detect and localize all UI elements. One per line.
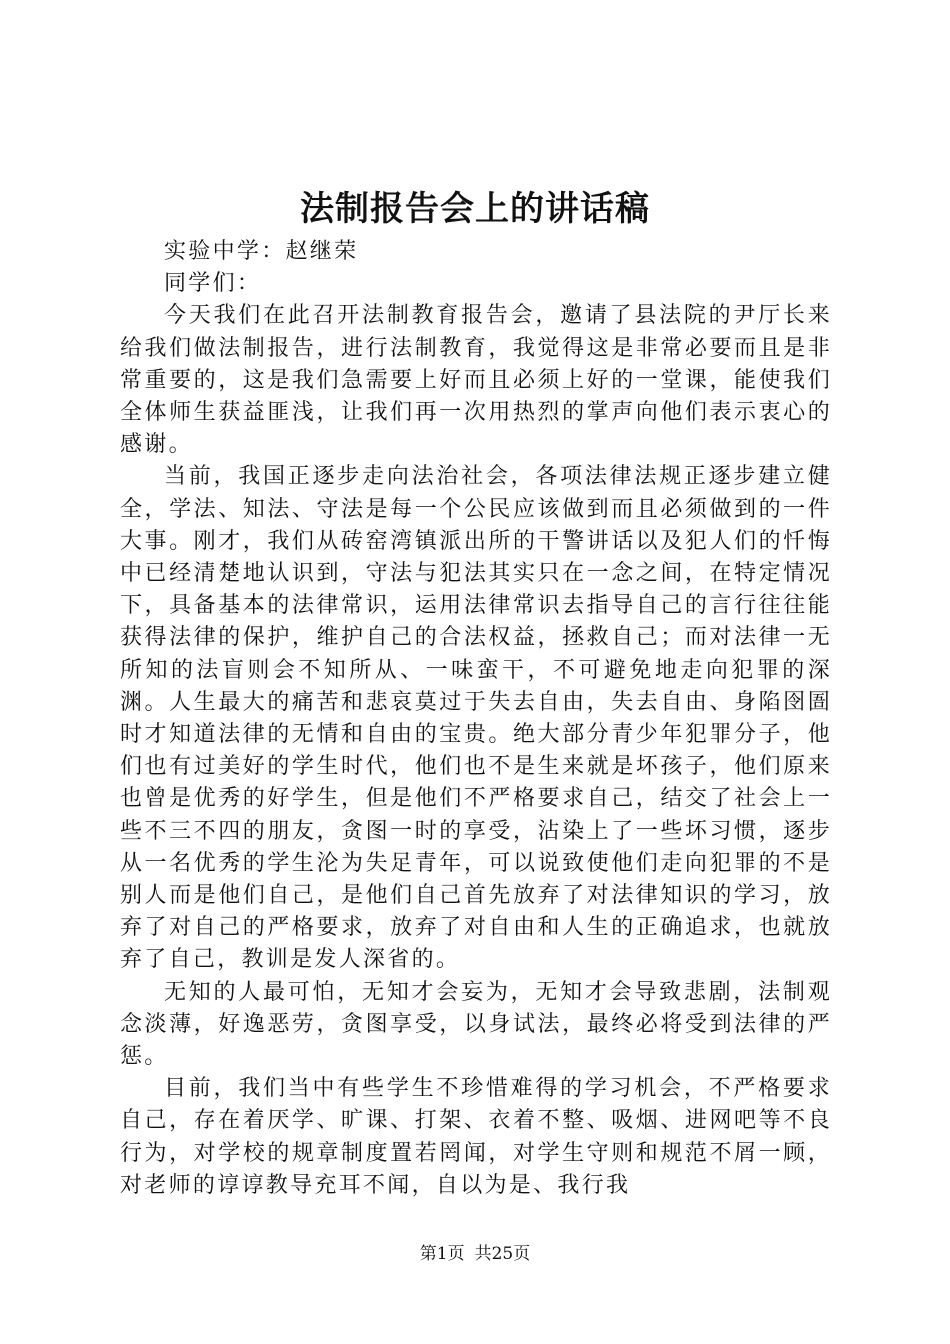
page-number: 第1页 [419, 1244, 465, 1264]
document-body [120, 236, 832, 1202]
paragraph-3: 无知的人最可怕，无知才会妄为，无知才会导致悲剧，法制观念淡薄，好逸恶劳，贪图享受，以身试法，最终必将受到法律的严惩。 [120, 979, 832, 1070]
paragraph-2: 当前，我国正逐步走向法治社会，各项法律法规正逐步建立健全，学法、知法、守法是每一个公民应该做到而且必须做到的一件大事。刚才，我们从砖窑湾镇派出所的干警讲话以及犯人们的忏悔中已经清楚地认识到，守法与犯法其实只在一念之间，在特定情况下，具备基本的法律常识，运用法律常识去指导自己的言行往往能获得法律的保护，维护自己的合法权益，拯救自己；而对法律一无所知的法盲则会不知所从、一味蛮干，不可避免地走向犯罪的深渊。人生最大的痛苦和悲哀莫过于失去自由，失去自由、身陷囹圄时才知道法律的无情和自由的宝贵。绝大部分青少年犯罪分子，他们也有过美好的学生时代，他们也不是生来就是坏孩子，他们原来也曾是优秀的好学生，但是他们不严格要求自己，结交了社会上一些不三不四的朋友，贪图一时的享受，沾染上了一些坏习惯，逐步从一名优秀的学生沦为失足青年，可以说致使他们走向犯罪的不是别人而是他们自己，是他们自己首先放弃了对法律知识的学习，放弃了对自己的严格要求，放弃了对自由和人生的正确追求，也就放弃了自己，教训是发人深省的。 [120, 464, 832, 973]
author-line: 实验中学：赵继荣 [164, 239, 359, 264]
document-title: 法制报告会上的讲话稿 [300, 189, 650, 229]
paragraph-4: 目前，我们当中有些学生不珍惜难得的学习机会，不严格要求自己，存在着厌学、旷课、打架、衣着不整、吸烟、进网吧等不良行为，对学校的规章制度置若罔闻，对学生守则和规范不屑一顾，对老师的谆谆教导充耳不闻，自以为是、我行我 [120, 1076, 832, 1198]
paragraph-1: 今天我们在此召开法制教育报告会，邀请了县法院的尹厅长来给我们做法制报告，进行法制教育，我觉得这是非常必要而且是非常重要的，这是我们急需要上好而且必须上好的一堂课，能使我们全体师生获益匪浅，让我们再一次用热烈的掌声向他们表示衷心的感谢。 [120, 303, 832, 458]
page-footer [0, 1242, 950, 1266]
page-total: 共25页 [474, 1244, 531, 1264]
salutation: 同学们： [164, 271, 262, 297]
